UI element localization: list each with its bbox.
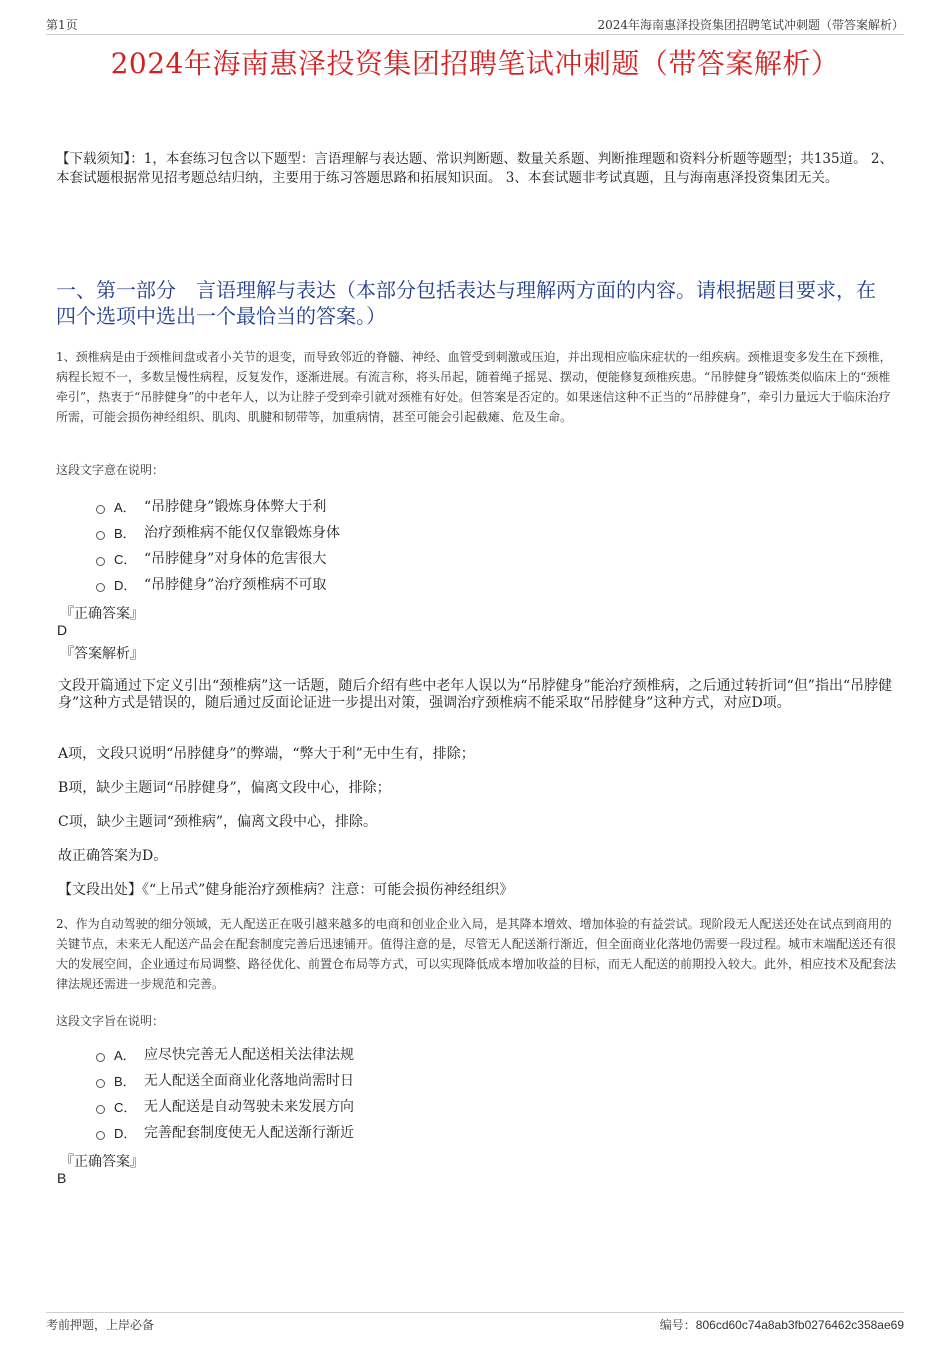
- option-a[interactable]: A． 应尽快完善无人配送相关法律法规: [96, 1041, 354, 1067]
- radio-icon[interactable]: [96, 557, 105, 566]
- option-text: 无人配送是自动驾驶未来发展方向: [144, 1099, 354, 1115]
- option-text: 完善配套制度使无人配送渐行渐近: [144, 1125, 354, 1141]
- radio-icon[interactable]: [96, 505, 105, 514]
- source-citation: 【文段出处】《“上吊式”健身能治疗颈椎病？注意：可能会损伤神经组织》: [58, 882, 514, 898]
- answer-label: 『正确答案』: [60, 606, 144, 622]
- option-d[interactable]: D． 完善配套制度使无人配送渐行渐近: [96, 1119, 354, 1145]
- page-number: 第1页: [46, 18, 78, 32]
- radio-icon[interactable]: [96, 531, 105, 540]
- analysis-paragraph: 文段开篇通过下定义引出“颈椎病”这一话题，随后介绍有些中老年人误以为“吊脖健身”能治疗颈椎病，之后通过转折词“但”指出“吊脖健身”这种方式是错误的，随后通过反面论证进一步提出对策，强调治疗颈椎病不能采取“吊脖健身”这种方式，对应D项。: [58, 678, 893, 711]
- question-1-options: [96, 493, 340, 597]
- radio-icon[interactable]: [96, 1131, 105, 1140]
- question-1-text: 1、颈椎病是由于颈椎间盘或者小关节的退变，而导致邻近的脊髓、神经、血管受到刺激或压迫，并出现相应临床症状的一组疾病。颈椎退变多发生在下颈椎，病程长短不一，多数呈慢性病程，反复发作，逐渐进展。有流言称，将头吊起，随着绳子摇晃、摆动，便能修复颈椎疾患。“吊脖健身”锻炼类似临床上的“颈椎牵引”，热衷于“吊脖健身”的中老年人，以为让脖子受到牵引就对颈椎有好处。但答案是否定的。如果迷信这种不正当的“吊脖健身”，牵引力量远大于临床治疗所需，可能会损伤神经组织、肌肉、肌腱和韧带等，加重病情，甚至可能会引起截瘫、危及生命。: [56, 350, 892, 424]
- radio-icon[interactable]: [96, 1105, 105, 1114]
- option-c[interactable]: C． “吊脖健身”对身体的危害很大: [96, 545, 340, 571]
- footer-code: 编号：806cd60c74a8ab3fb0276462c358ae69: [659, 1318, 904, 1332]
- answer-value: B: [57, 1170, 67, 1186]
- page-footer: [46, 1312, 904, 1334]
- analysis-paragraph: 故正确答案为D。: [58, 848, 168, 864]
- question-2-options: [96, 1041, 354, 1145]
- option-d[interactable]: D． “吊脖健身”治疗颈椎病不可取: [96, 571, 340, 597]
- radio-icon[interactable]: [96, 583, 105, 592]
- radio-icon[interactable]: [96, 1053, 105, 1062]
- option-b[interactable]: B． 治疗颈椎病不能仅仅靠锻炼身体: [96, 519, 340, 545]
- option-text: 无人配送全面商业化落地尚需时日: [144, 1073, 354, 1089]
- question-2-prompt: 这段文字旨在说明：: [56, 1014, 165, 1028]
- analysis-paragraph: B项，缺少主题词“吊脖健身”，偏离文段中心，排除；: [58, 780, 391, 796]
- section-title: 一、第一部分 言语理解与表达（本部分包括表达与理解两方面的内容。请根据题目要求，在四个选项中选出一个最恰当的答案。）: [56, 278, 876, 328]
- answer-value: D: [57, 622, 68, 638]
- analysis-label: 『答案解析』: [60, 646, 144, 662]
- option-text: “吊脖健身”锻炼身体弊大于利: [144, 499, 327, 515]
- answer-label: 『正确答案』: [60, 1154, 144, 1170]
- option-text: “吊脖健身”治疗颈椎病不可取: [144, 577, 327, 593]
- analysis-paragraph: A项，文段只说明“吊脖健身”的弊端，“弊大于利”无中生有，排除；: [58, 746, 475, 762]
- option-c[interactable]: C． 无人配送是自动驾驶未来发展方向: [96, 1093, 354, 1119]
- page-header: [46, 14, 904, 35]
- document-title: 2024年海南惠泽投资集团招聘笔试冲刺题（带答案解析）: [110, 47, 840, 80]
- option-text: 应尽快完善无人配送相关法律法规: [144, 1047, 354, 1063]
- option-text: “吊脖健身”对身体的危害很大: [144, 551, 327, 567]
- option-a[interactable]: A． “吊脖健身”锻炼身体弊大于利: [96, 493, 340, 519]
- analysis-paragraph: C项，缺少主题词“颈椎病”，偏离文段中心，排除。: [58, 814, 378, 830]
- question-1-prompt: 这段文字意在说明：: [56, 463, 165, 477]
- radio-icon[interactable]: [96, 1079, 105, 1088]
- option-b[interactable]: B． 无人配送全面商业化落地尚需时日: [96, 1067, 354, 1093]
- option-text: 治疗颈椎病不能仅仅靠锻炼身体: [144, 525, 340, 541]
- header-doc-title: 2024年海南惠泽投资集团招聘笔试冲刺题（带答案解析）: [597, 18, 904, 32]
- footer-slogan: 考前押题，上岸必备: [46, 1318, 155, 1332]
- question-2-text: 2、作为自动驾驶的细分领域，无人配送正在吸引越来越多的电商和创业企业入局，是其降本增效、增加体验的有益尝试。现阶段无人配送还处在试点到商用的关键节点，未来无人配送产品会在配套制度完善后迅速铺开。值得注意的是，尽管无人配送渐行渐近，但全面商业化落地仍需要一段过程。城市末端配送还有很大的发展空间，企业通过布局调整、路径优化、前置仓布局等方式，可以实现降低成本增加收益的目标，而无人配送的前期投入较大。此外，相应技术及配套法律法规还需进一步规范和完善。: [56, 917, 897, 991]
- download-notice: 【下载须知】：1，本套练习包含以下题型：言语理解与表达题、常识判断题、数量关系题、判断推理题和资料分析题等题型；共135道。 2、本套试题根据常见招考题总结归纳，主要用于练习答题思路和拓展知识面。 3、本套试题非考试真题，且与海南惠泽投资集团无关。: [56, 151, 893, 186]
